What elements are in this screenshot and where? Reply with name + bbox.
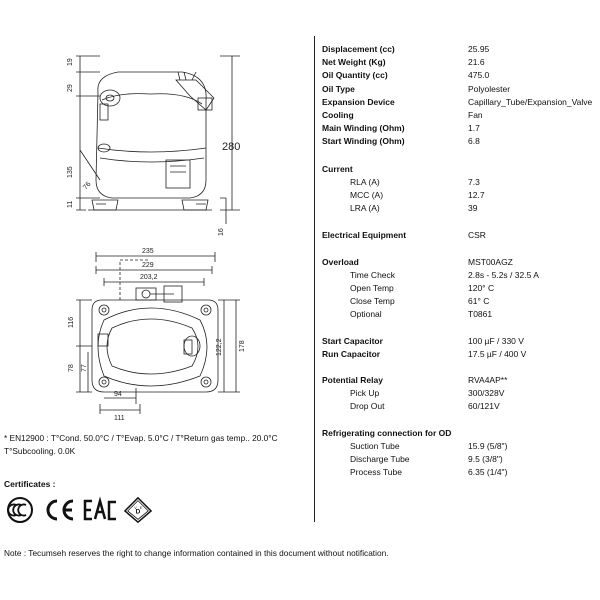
dim-178: 178 — [239, 340, 246, 352]
net-weight-label: Net Weight (Kg) — [322, 57, 386, 67]
oil-type-label: Oil Type — [322, 84, 355, 94]
drop-out-label: Drop Out — [350, 401, 385, 411]
oil-quantity-label: Oil Quantity (cc) — [322, 70, 388, 80]
process-tube-value: 6.35 (1/4") — [468, 467, 508, 477]
overload-value: MST00AGZ — [468, 257, 513, 267]
lra-label: LRA (A) — [350, 203, 380, 213]
potential-relay-label: Potential Relay — [322, 375, 383, 385]
cooling-label: Cooling — [322, 110, 354, 120]
open-temp-value: 120° C — [468, 283, 495, 293]
start-capacitor-value: 100 µF / 330 V — [468, 336, 524, 346]
dim-11: 11 — [67, 200, 74, 208]
svg-text:D: D — [135, 508, 141, 516]
overload-label: Overload — [322, 257, 359, 267]
main-winding-label: Main Winding (Ohm) — [322, 123, 405, 133]
discharge-tube-value: 9.5 (3/8") — [468, 454, 503, 464]
process-tube-label: Process Tube — [350, 467, 402, 477]
disclaimer-note: Note : Tecumseh reserves the right to change information contained in this document without notification. — [4, 548, 389, 558]
dim-77: 77 — [81, 364, 88, 372]
close-temp-value: 61° C — [468, 296, 490, 306]
refrigerating-label: Refrigerating connection for OD — [322, 428, 452, 438]
cqc-mark-icon — [6, 496, 34, 524]
time-check-value: 2.8s - 5.2s / 32.5 A — [468, 270, 539, 280]
close-temp-label: Close Temp — [350, 296, 395, 306]
pick-up-value: 300/328V — [468, 388, 505, 398]
column-divider — [314, 36, 315, 522]
rla-label: RLA (A) — [350, 177, 380, 187]
ce-mark-icon — [42, 496, 76, 524]
dim-16: 16 — [218, 228, 225, 236]
plan-view — [76, 252, 240, 414]
dim-78: 78 — [68, 364, 75, 372]
main-winding-value: 1.7 — [468, 123, 480, 133]
dim-122-2: 122,2 — [216, 338, 223, 356]
pick-up-label: Pick Up — [350, 388, 380, 398]
open-temp-label: Open Temp — [350, 283, 394, 293]
dim-235: 235 — [142, 248, 154, 255]
start-winding-value: 6.8 — [468, 136, 480, 146]
vde-mark-icon — [122, 496, 154, 524]
dim-76: 76 — [82, 180, 93, 192]
cooling-value: Fan — [468, 110, 483, 120]
rla-value: 7.3 — [468, 177, 480, 187]
mcc-label: MCC (A) — [350, 190, 384, 200]
electrical-equipment-value: CSR — [468, 230, 486, 240]
lra-value: 39 — [468, 203, 478, 213]
expansion-device-value: Capillary_Tube/Expansion_Valve — [468, 97, 593, 107]
svg-text:E: E — [139, 506, 143, 511]
eac-mark-icon — [83, 496, 119, 524]
electrical-equipment-label: Electrical Equipment — [322, 230, 407, 240]
dim-111: 111 — [114, 415, 125, 422]
suction-tube-label: Suction Tube — [350, 441, 400, 451]
dim-203-2: 203,2 — [140, 274, 158, 281]
compressor-drawing — [0, 0, 314, 430]
displacement-label: Displacement (cc) — [322, 44, 395, 54]
dim-280: 280 — [222, 141, 241, 153]
oil-type-value: Polyolester — [468, 84, 511, 94]
dim-29: 29 — [67, 84, 74, 92]
start-capacitor-label: Start Capacitor — [322, 336, 383, 346]
potential-relay-value: RVA4AP** — [468, 375, 508, 385]
svg-text:V: V — [134, 506, 137, 511]
run-capacitor-label: Run Capacitor — [322, 349, 381, 359]
certificates-label: Certificates : — [4, 479, 56, 489]
dim-135: 135 — [67, 166, 74, 178]
expansion-device-label: Expansion Device — [322, 97, 395, 107]
run-capacitor-value: 17.5 µF / 400 V — [468, 349, 527, 359]
optional-value: T0861 — [468, 309, 493, 319]
discharge-tube-label: Discharge Tube — [350, 454, 410, 464]
en12900-footnote: * EN12900 : T°Cond. 50.0°C / T°Evap. 5.0°C / T°Return gas temp.. 20.0°C T°Subcooling. 0.0K — [4, 433, 278, 456]
oil-quantity-value: 475.0 — [468, 70, 490, 80]
dim-229: 229 — [142, 262, 154, 269]
side-view — [76, 56, 240, 224]
displacement-value: 25.95 — [468, 44, 490, 54]
current-label: Current — [322, 164, 353, 174]
time-check-label: Time Check — [350, 270, 396, 280]
drop-out-value: 60/121V — [468, 401, 500, 411]
mcc-value: 12.7 — [468, 190, 485, 200]
start-winding-label: Start Winding (Ohm) — [322, 136, 405, 146]
optional-label: Optional — [350, 309, 382, 319]
suction-tube-value: 15.9 (5/8") — [468, 441, 508, 451]
dim-19: 19 — [67, 58, 74, 66]
dim-116: 116 — [68, 316, 75, 328]
dim-94: 94 — [114, 391, 122, 398]
net-weight-value: 21.6 — [468, 57, 485, 67]
